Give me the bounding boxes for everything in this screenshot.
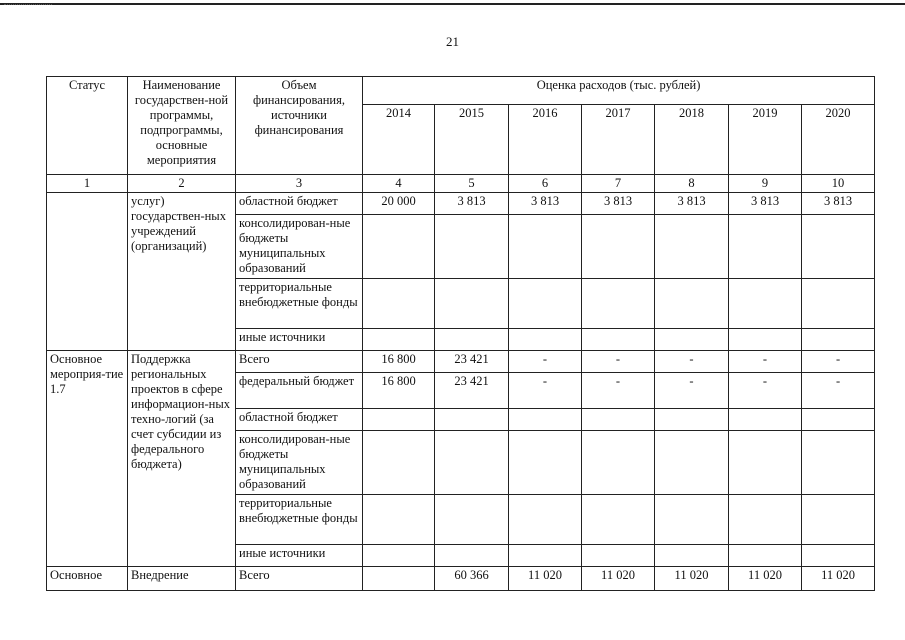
value-cell: 20 000 (363, 193, 435, 215)
value-cell (802, 495, 875, 545)
table-row (47, 567, 875, 591)
column-index: 4 (363, 175, 435, 193)
funding-source-cell: Всего (236, 567, 363, 591)
value-cell: - (655, 351, 729, 373)
value-cell (729, 329, 802, 351)
value-cell (729, 431, 802, 495)
status-cell: Основное мероприя-тие 1.7 (47, 351, 128, 567)
value-cell (729, 279, 802, 329)
value-cell: 23 421 (435, 373, 509, 409)
value-cell: 11 020 (802, 567, 875, 591)
value-cell (435, 279, 509, 329)
value-cell (802, 545, 875, 567)
value-cell (582, 215, 655, 279)
funding-source-cell: иные источники (236, 329, 363, 351)
header-year: 2017 (582, 105, 655, 175)
value-cell (509, 409, 582, 431)
column-index: 8 (655, 175, 729, 193)
value-cell (729, 545, 802, 567)
value-cell: 3 813 (802, 193, 875, 215)
value-cell: - (509, 373, 582, 409)
budget-table (46, 76, 875, 591)
value-cell (729, 495, 802, 545)
funding-source-cell: территориальные внебюджетные фонды (236, 495, 363, 545)
value-cell: - (582, 373, 655, 409)
value-cell (582, 409, 655, 431)
top-corner-mark (4, 0, 52, 5)
value-cell (802, 279, 875, 329)
header-year: 2015 (435, 105, 509, 175)
value-cell: - (655, 373, 729, 409)
header-name: Наименование государствен-ной программы, подпрограммы, основные мероприятия (128, 77, 236, 175)
value-cell (802, 329, 875, 351)
value-cell: - (729, 373, 802, 409)
funding-source-cell: иные источники (236, 545, 363, 567)
funding-source-cell: консолидирован-ные бюджеты муниципальных образований (236, 431, 363, 495)
value-cell: - (802, 373, 875, 409)
header-year: 2014 (363, 105, 435, 175)
value-cell (363, 409, 435, 431)
value-cell: 11 020 (509, 567, 582, 591)
value-cell (509, 279, 582, 329)
value-cell: - (729, 351, 802, 373)
value-cell: 3 813 (655, 193, 729, 215)
value-cell (729, 409, 802, 431)
value-cell: 3 813 (582, 193, 655, 215)
top-border-line (0, 3, 905, 5)
funding-source-cell: областной бюджет (236, 193, 363, 215)
column-index: 1 (47, 175, 128, 193)
value-cell (363, 215, 435, 279)
value-cell: 11 020 (729, 567, 802, 591)
value-cell (509, 215, 582, 279)
value-cell (363, 495, 435, 545)
value-cell (582, 329, 655, 351)
value-cell (363, 329, 435, 351)
value-cell: 3 813 (435, 193, 509, 215)
value-cell (802, 409, 875, 431)
value-cell (509, 329, 582, 351)
column-index: 10 (802, 175, 875, 193)
value-cell (655, 431, 729, 495)
value-cell: 11 020 (582, 567, 655, 591)
value-cell (655, 409, 729, 431)
value-cell (582, 431, 655, 495)
value-cell (363, 545, 435, 567)
value-cell (802, 215, 875, 279)
funding-source-cell: федеральный бюджет (236, 373, 363, 409)
value-cell (435, 545, 509, 567)
value-cell (655, 329, 729, 351)
activity-name-cell: Поддержка региональных проектов в сфере информацион-ных техно-логий (за счет субсидии из федерального бюджета) (128, 351, 236, 567)
value-cell (435, 329, 509, 351)
value-cell (435, 431, 509, 495)
status-cell (47, 193, 128, 351)
value-cell (509, 431, 582, 495)
header-estimate: Оценка расходов (тыс. рублей) (363, 77, 875, 105)
value-cell (435, 215, 509, 279)
status-cell: Основное (47, 567, 128, 591)
value-cell: 23 421 (435, 351, 509, 373)
value-cell: - (582, 351, 655, 373)
value-cell (582, 545, 655, 567)
value-cell: 11 020 (655, 567, 729, 591)
column-index: 3 (236, 175, 363, 193)
value-cell (802, 431, 875, 495)
value-cell: 16 800 (363, 351, 435, 373)
value-cell (655, 495, 729, 545)
value-cell (729, 215, 802, 279)
value-cell: - (509, 351, 582, 373)
value-cell: 60 366 (435, 567, 509, 591)
value-cell (363, 431, 435, 495)
value-cell (509, 495, 582, 545)
value-cell (655, 279, 729, 329)
header-year: 2018 (655, 105, 729, 175)
funding-source-cell: территориальные внебюджетные фонды (236, 279, 363, 329)
column-index: 9 (729, 175, 802, 193)
activity-name-cell: Внедрение (128, 567, 236, 591)
value-cell (435, 495, 509, 545)
value-cell (363, 279, 435, 329)
value-cell: 16 800 (363, 373, 435, 409)
header-year: 2016 (509, 105, 582, 175)
header-year: 2019 (729, 105, 802, 175)
value-cell (582, 279, 655, 329)
value-cell (363, 567, 435, 591)
value-cell: 3 813 (729, 193, 802, 215)
column-index: 5 (435, 175, 509, 193)
header-source: Объем финансирования, источники финансирования (236, 77, 363, 175)
table-row (47, 193, 875, 215)
funding-source-cell: консолидирован-ные бюджеты муниципальных образований (236, 215, 363, 279)
page-number: 21 (446, 34, 459, 49)
column-index: 6 (509, 175, 582, 193)
value-cell: - (802, 351, 875, 373)
value-cell (582, 495, 655, 545)
value-cell (655, 545, 729, 567)
column-index: 2 (128, 175, 236, 193)
funding-source-cell: Всего (236, 351, 363, 373)
value-cell: 3 813 (509, 193, 582, 215)
table-row (47, 351, 875, 373)
header-year: 2020 (802, 105, 875, 175)
activity-name-cell: услуг) государствен-ных учреждений (организаций) (128, 193, 236, 351)
funding-source-cell: областной бюджет (236, 409, 363, 431)
value-cell (509, 545, 582, 567)
column-index: 7 (582, 175, 655, 193)
value-cell (435, 409, 509, 431)
header-status: Статус (47, 77, 128, 175)
value-cell (655, 215, 729, 279)
